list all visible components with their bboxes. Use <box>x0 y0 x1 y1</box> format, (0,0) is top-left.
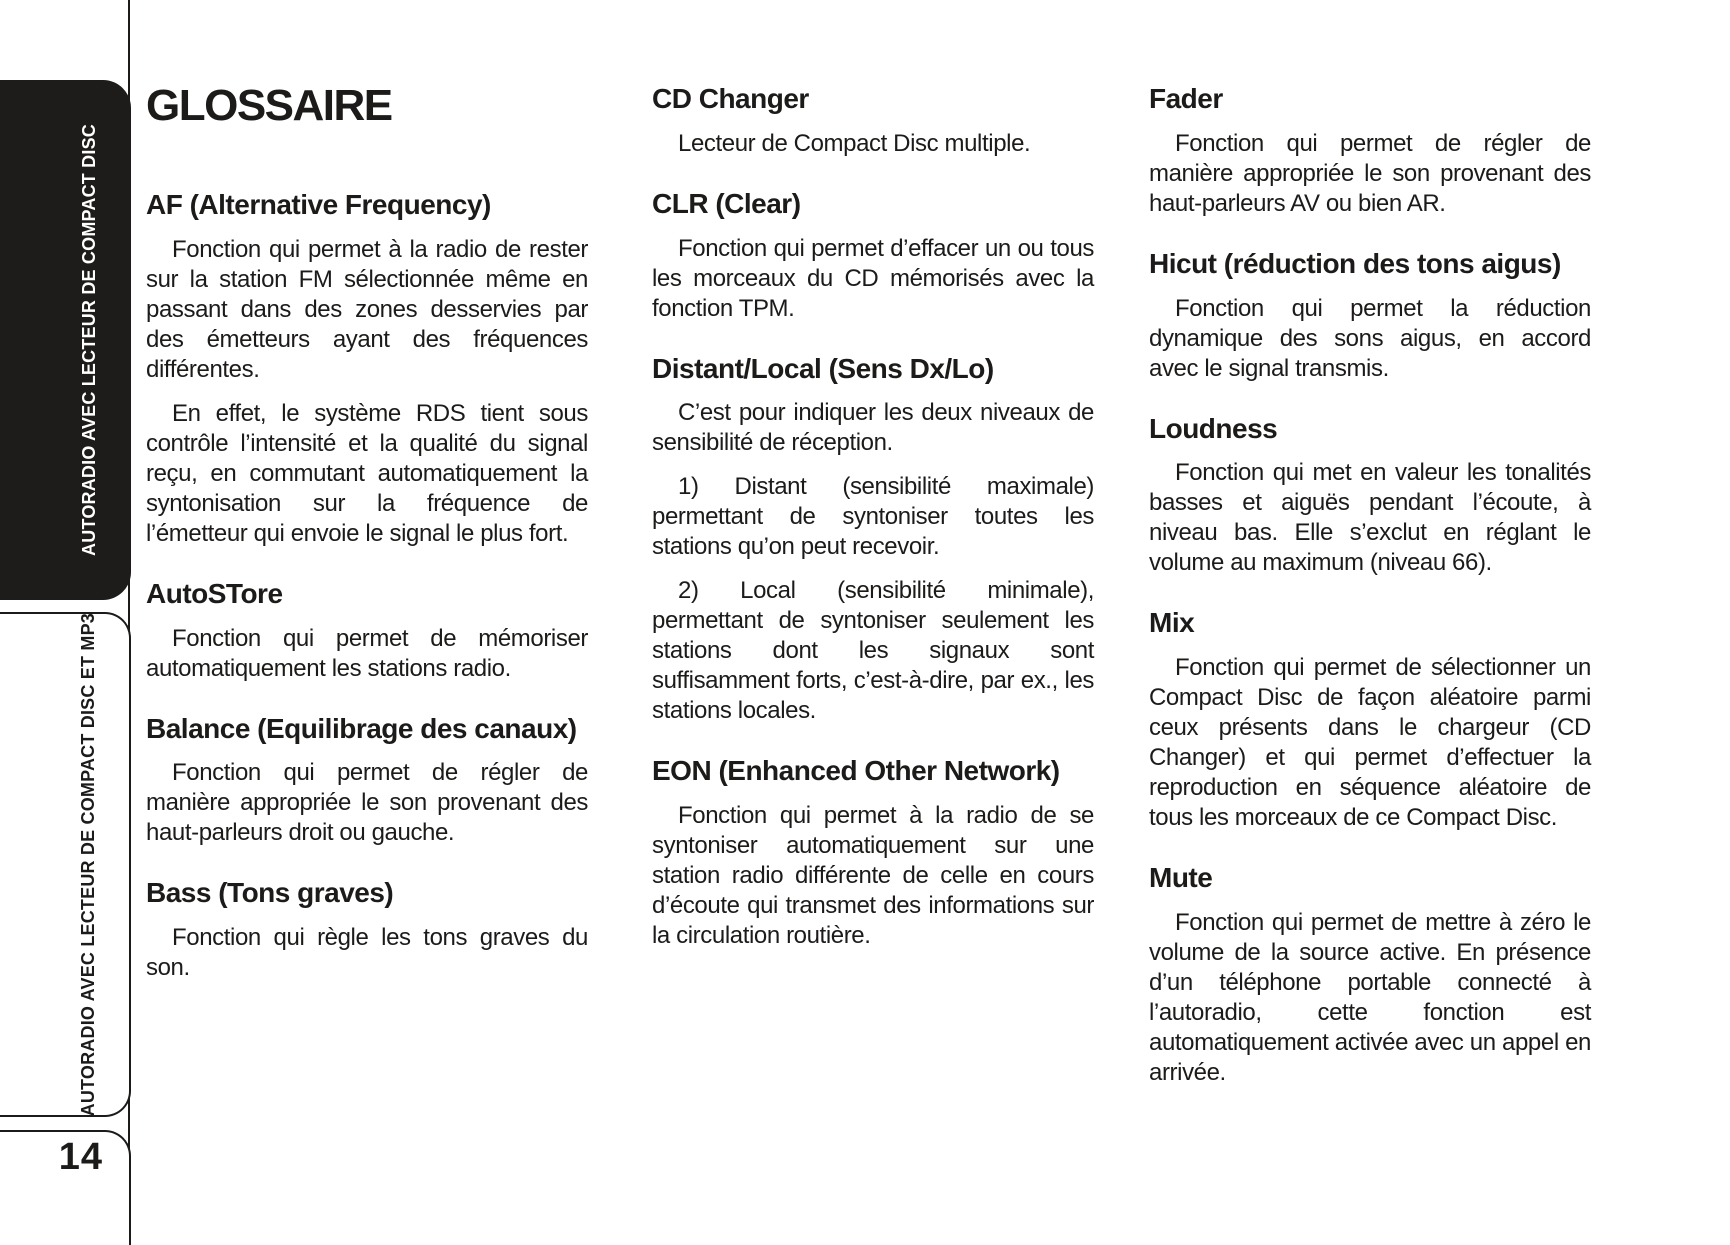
glossary-column-2 <box>652 84 1094 951</box>
glossary-entry-fader <box>1149 84 1591 219</box>
glossary-term: AF (Alternative Frequency) <box>146 189 491 220</box>
page-number: 14 <box>58 1136 103 1178</box>
glossary-term: CLR (Clear) <box>652 187 801 219</box>
glossary-entry-mix <box>1149 608 1591 833</box>
glossary-definition: 1) Distant (sensibilité maximale) permettant de syntoniser toutes les stations qu’on peut recevoir. <box>652 473 1094 561</box>
glossary-term: EON (Enhanced Other Network) <box>652 755 1060 787</box>
glossary-term: Hicut (réduction des tons aigus) <box>1149 247 1561 279</box>
page-number-box <box>0 1130 131 1245</box>
glossary-definition: Fonction qui permet de sélectionner un Compact Disc de façon aléatoire parmi ceux présents dans le chargeur (CD Changer) et qui permet d’effectuer la reproduction en séquence aléatoire de tous les morceaux de ce Compact Disc. <box>1149 654 1591 832</box>
sidebar-tab-compact-disc-mp3-label: AUTORADIO AVEC LECTEUR DE COMPACT DISC ET MP3 <box>78 612 98 1117</box>
glossary-term: Distant/Local (Sens Dx/Lo) <box>652 352 994 384</box>
glossary-entry-distant-local <box>652 354 1094 727</box>
glossary-entry-clr <box>652 189 1094 324</box>
glossary-term: Balance (Equilibrage des canaux) <box>146 712 577 744</box>
glossary-entry-mute <box>1149 863 1591 1088</box>
page-title: GLOSSAIRE <box>146 81 392 130</box>
glossary-term: AutoSTore <box>146 577 283 609</box>
sidebar-tab-compact-disc-mp3 <box>0 612 131 1117</box>
glossary-entry-af <box>146 190 588 549</box>
glossary-column-3 <box>1149 84 1591 1088</box>
glossary-definition: Lecteur de Compact Disc multiple. <box>678 129 1031 157</box>
glossary-entry-balance <box>146 714 588 849</box>
glossary-definition: Fonction qui permet de mettre à zéro le volume de la source active. En présence d’un téléphone portable connecté à l’autoradio, cette fonction est automatiquement activée avec un appel en arrivée. <box>1149 908 1591 1086</box>
glossary-term: Mix <box>1149 607 1195 639</box>
glossary-definition: Fonction qui permet la réduction dynamique des sons aigus, en accord avec le signal transmis. <box>1149 294 1591 382</box>
glossary-term: Mute <box>1149 862 1213 894</box>
glossary-term: Loudness <box>1149 412 1278 444</box>
glossary-definition: Fonction qui met en valeur les tonalités basses et aiguës pendant l’écoute, à niveau bas. Elle s’exclut en réglant le volume au maximum (niveau 66). <box>1149 459 1591 577</box>
glossary-entry-eon <box>652 756 1094 951</box>
glossary-definition: Fonction qui permet d’effacer un ou tous les morceaux du CD mémorisés avec la fonction TPM. <box>652 234 1094 322</box>
glossary-definition: Fonction qui permet à la radio de rester sur la station FM sélectionnée même en passant dans des zones desservies par des émetteurs ayant des fréquences différentes. <box>146 235 588 383</box>
glossary-term: CD Changer <box>652 83 809 114</box>
glossary-term: Bass (Tons graves) <box>146 877 394 909</box>
glossary-entry-loudness <box>1149 414 1591 579</box>
glossary-definition: Fonction qui permet de régler de manière appropriée le son provenant des haut-parleurs droit ou gauche. <box>146 759 588 847</box>
glossary-definition: 2) Local (sensibilité minimale), permettant de syntoniser seulement les stations dont les signaux sont suffisamment forts, c’est-à-dire, par ex., les stations locales. <box>652 577 1094 725</box>
glossary-entry-cd-changer <box>652 84 1094 159</box>
glossary-definition: C’est pour indiquer les deux niveaux de sensibilité de réception. <box>652 399 1094 457</box>
glossary-entry-autostore <box>146 579 588 684</box>
glossary-term: Fader <box>1149 83 1223 114</box>
glossary-entry-hicut <box>1149 249 1591 384</box>
glossary-column-1 <box>146 81 588 983</box>
glossary-entry-bass <box>146 878 588 983</box>
sidebar-tab-compact-disc <box>0 80 131 600</box>
sidebar-tab-compact-disc-label: AUTORADIO AVEC LECTEUR DE COMPACT DISC <box>79 124 99 556</box>
glossary-definition: Fonction qui règle les tons graves du son. <box>146 924 588 982</box>
glossary-definition: Fonction qui permet de régler de manière appropriée le son provenant des haut-parleurs AV ou bien AR. <box>1149 129 1591 217</box>
glossary-definition: Fonction qui permet de mémoriser automatiquement les stations radio. <box>146 624 588 682</box>
glossary-definition: En effet, le système RDS tient sous contrôle l’intensité et la qualité du signal reçu, en commutant automatiquement la syntonisation sur la fréquence de l’émetteur qui envoie le signal le plus fort. <box>146 399 588 547</box>
glossary-definition: Fonction qui permet à la radio de se syntoniser automatiquement sur une station radio différente de celle en cours d’écoute qui transmet des informations sur la circulation routière. <box>652 802 1094 950</box>
